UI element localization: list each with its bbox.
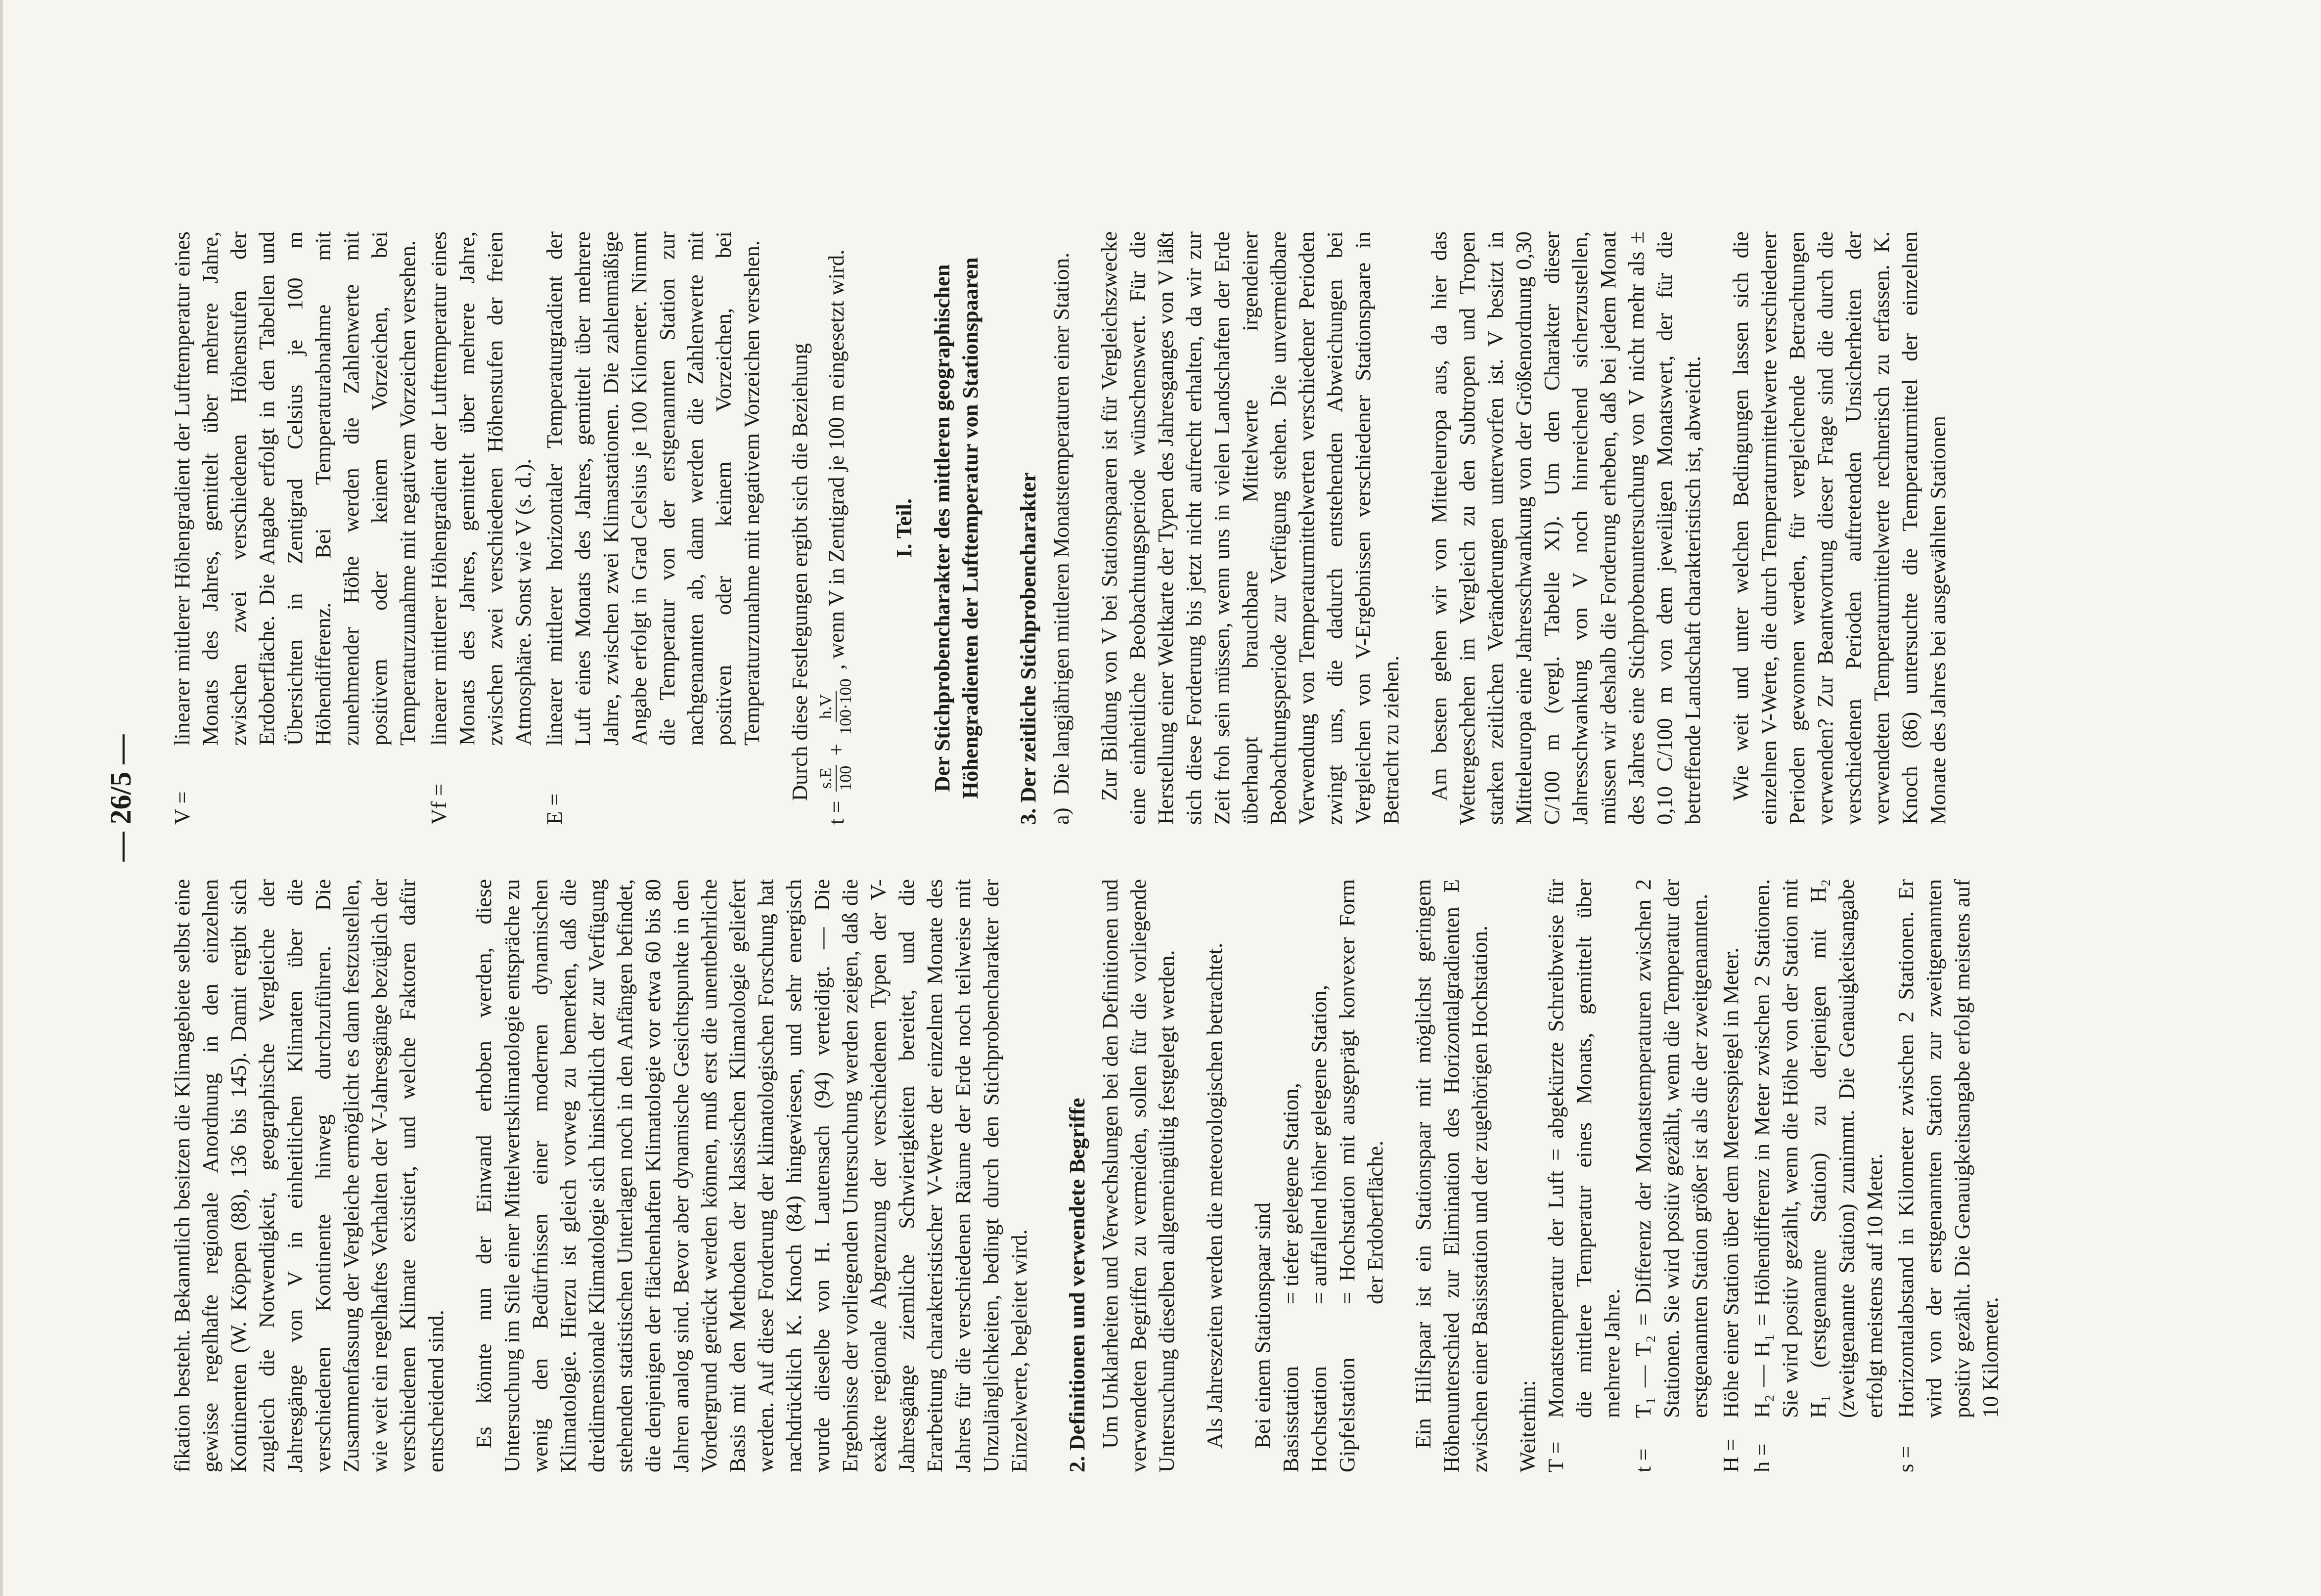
formula-fraction — [817, 765, 855, 792]
definition-symbol: T = — [1543, 1441, 1568, 1472]
formula-plus: + — [823, 743, 848, 756]
paragraph: Um Unklarheiten und Verwechslungen bei den Definitionen und verwendeten Begriffen zu vermeiden, sollen für die vorliegende Untersuchung dieselben allgemeingültig festgelegt werden. — [1098, 879, 1179, 1472]
definition-symbol: h = — [1749, 1443, 1774, 1472]
definition-text: Höhe einer Station über dem Meeresspiegel in Meter. — [1718, 947, 1743, 1418]
section-heading: 3. Der zeitliche Stichprobencharakter — [1016, 472, 1040, 825]
part-subtitle: Der Stichprobencharakter des mittleren geographischen Höhengradienten der Lufttemperatur von Stationspaaren — [930, 257, 982, 799]
formula-fraction — [817, 678, 855, 734]
fraction-denominator: 100 — [837, 765, 855, 791]
paragraph: Wie weit und unter welchen Bedingungen lassen sich die einzelnen V-Werte, die durch Temperaturmittelwerte verschiedener Perioden gewonnen werden, für vergleichende Betrachtungen verwenden? Zur Beantwortung dieser Frage sind die durch die verschiedenen Perioden auftretenden Unsicherheiten der verwendeten Temperaturmittelwerte rechnerisch zu erfassen. K. Knoch (86) untersuchte die Temperaturmittel der einzelnen Monate des Jahres bei ausgewählten Stationen — [1728, 231, 1950, 825]
fraction-numerator: h.V — [817, 691, 837, 722]
definition-entry — [1542, 879, 1626, 1472]
station-definition — [1333, 879, 1389, 1472]
definition-entry — [1717, 879, 1745, 1472]
definition-symbol: V = — [170, 791, 194, 825]
definition-entry — [168, 231, 422, 825]
paragraph: Als Jahreszeiten werden die meteorologischen betrachtet. — [1202, 942, 1227, 1449]
definition-text: Horizontalabstand in Kilometer zwischen 2 Stationen. Er wird von der erstgenannten Station zur zweitgenannten positiv gezählt. Die Genauigkeitsangabe erfolgt meistens auf 10 Kilometer. — [1893, 879, 2003, 1418]
definition-symbol: s = — [1893, 1446, 1918, 1472]
definition-symbol: H = — [1718, 1438, 1743, 1472]
station-def: = tiefer gelegene Station, — [1278, 1083, 1303, 1304]
station-term: Gipfelstation — [1335, 1357, 1359, 1472]
list-label: a) — [1049, 807, 1073, 825]
station-def: = auffallend höher gelegene Station, — [1306, 985, 1331, 1304]
paragraph: fikation besteht. Bekanntlich besitzen die Klimagebiete selbst eine gewisse regelhafte regionale Anordnung in den einzelnen Kontinenten (W. Köppen (88), 136 bis 145). Damit ergibt sich zugleich die Notwendigkeit, geographische Vergleiche der Jahresgänge von V in einheitlichen Klimaten über die verschiedenen Kontinente hinweg durchzuführen. Die Zusammenfassung der Vergleiche ermöglicht es dann festzustellen, wie weit ein regelhaftes Verhalten der V-Jahresgänge bezüglich der verschiedenen Klimate existiert, und welche Faktoren dafür entscheidend sind. — [170, 879, 448, 1472]
definition-text: linearer mittlerer horizontaler Temperaturgradient der Luft eines Monats des Jahres, gemittelt über mehrere Jahre, zwischen zwei Klimastationen. Die zahlenmäßige Angabe erfolgt in Grad Celsius je 100 Kilometer. Nimmt die Temperatur von der erstgenannten Station zur nachgenannten ab, dann werden die Zahlenwerte mit positiven oder keinem Vorzeichen, bei Temperaturzunahme mit negativem Vorzeichen versehen. — [542, 231, 764, 746]
definition-entry — [1748, 879, 1889, 1472]
paragraph: Bei einem Stationspaar sind — [1250, 1202, 1275, 1449]
station-term: Basisstation — [1278, 1366, 1303, 1472]
paragraph: Es könnte nun der Einwand erhoben werden, diese Untersuchung im Stile einer Mittelwertsklimatologie entspräche zu wenig den Bedürfnissen einer modernen dynamischen Klimatologie. Hierzu ist gleich vorweg zu bemerken, daß die dreidimensionale Klimatologie sich hinsichtlich der zur Verfügung stehenden statistischen Unterlagen noch in den Anfängen befindet, die denjenigen der flächenhaften Klimatologie vor etwa 60 bis 80 Jahren analog sind. Bevor aber dynamische Gesichtspunkte in den Vordergrund gerückt werden können, muß erst die unentbehrliche Basis mit den Methoden der klassischen Klimatologie geliefert werden. Auf diese Forderung der klimatologischen Forschung hat nachdrücklich K. Knoch (84) hingewiesen, und sehr energisch wurde dieselbe von H. Lautensach (94) verteidigt. — Die Ergebnisse der vorliegenden Untersuchung werden zeigen, daß die exakte regionale Abgrenzung der verschiedenen Typen der V-Jahresgänge ziemliche Schwierigkeiten bereitet, und die Erarbeitung charakteristischer V-Werte der einzelnen Monate des Jahres für die verschiedenen Räume der Erde noch teilweise mit Unzulänglichkeiten, bedingt durch den Stichprobencharakter der Einzelwerte, begleitet wird. — [471, 879, 1031, 1472]
list-item — [1047, 231, 1075, 825]
left-column — [168, 879, 2008, 1472]
definition-entry — [425, 231, 537, 825]
definition-text: Monatstemperatur der Luft = abgekürzte Schreibweise für die mittlere Temperatur eines Monats, gemittelt über mehrere Jahre. — [1543, 879, 1624, 1418]
definition-entry — [1892, 879, 2005, 1472]
station-definition — [1305, 879, 1333, 1472]
definition-symbol: Vf = — [426, 783, 451, 825]
definition-text: linearer mittlerer Höhengradient der Lufttemperatur eines Monats des Jahres, gemittelt über mehrere Jahre, zwischen zwei verschiedenen Höhenstufen der Erdoberfläche. Die Angabe erfolgt in den Tabellen und Übersichten in Zentigrad Celsius je 100 m Höhendifferenz. Bei Temperaturabnahme mit zunehmender Höhe werden die Zahlenwerte mit positivem oder keinem Vorzeichen, bei Temperaturzunahme mit negativem Vorzeichen versehen. — [170, 231, 420, 746]
list-text: Die langjährigen mittleren Monatstemperaturen einer Station. — [1049, 252, 1073, 795]
definition-text: linearer mittlerer Höhengradient der Lufttemperatur eines Monats des Jahres, gemittelt über mehrere Jahre, zwischen zwei verschiedenen Höhenstufen der freien Atmosphäre. Sonst wie V (s. d.). — [426, 231, 536, 746]
weiterhin-label: Weiterhin: — [1515, 1380, 1540, 1472]
station-definition — [1277, 879, 1305, 1472]
page-number: — 26/5 — — [104, 734, 137, 862]
formula — [817, 231, 855, 825]
station-term: Hochstation — [1306, 1366, 1331, 1472]
fraction-denominator: 100·100 — [837, 678, 855, 735]
paragraph: Durch diese Festlegungen ergibt sich die Beziehung — [787, 343, 812, 801]
definition-text: H₂ — H₁ = Höhendifferenz in Meter zwischen 2 Stationen. Sie wird positiv gezählt, wenn die Höhe von der Station mit H₁ (erstgenannte Station) zu derjenigen mit H₂ (zweitgenannte Station) zunimmt. Die Genauigkeitsangabe erfolgt meistens auf 10 Meter. — [1749, 879, 1887, 1418]
definition-symbol: t = — [1631, 1448, 1655, 1472]
paragraph: Am besten gehen wir von Mitteleuropa aus, da hier das Wettergeschehen im Vergleich zu den Subtropen und Tropen starken zeitlichen Veränderungen unterworfen ist. V besitzt in Mitteleuropa eine Jahresschwankung von der Größenordnung 0,30 C/100 m (vergl. Tabelle XI). Um den Charakter dieser Jahresschwankung von V noch hinreichend sicherzustellen, müssen wir deshalb die Forderung erheben, daß bei jedem Monat des Jahres eine Stichprobenuntersuchung von V nicht mehr als ± 0,10 C/100 m von dem jeweiligen Monatswert, der für die betreffende Landschaft charakteristisch ist, abweicht. — [1427, 231, 1705, 825]
definition-entry — [540, 231, 766, 825]
part-title: I. Teil. — [892, 498, 916, 558]
formula-tail: , wenn V in Zentigrad je 100 m eingesetzt wird. — [823, 249, 848, 670]
section-heading: 2. Definitionen und verwendete Begriffe — [1065, 1098, 1089, 1472]
paragraph: Zur Bildung von V bei Stationspaaren ist für Vergleichszwecke eine einheitliche Beobachtungsperiode wünschenswert. Für die Herstellung einer Weltkarte der Typen des Jahresganges von V läßt sich diese Forderung bis jetzt nicht aufrecht erhalten, da wir zur Zeit froh sein müssen, wenn uns in vielen Landschaften der Erde überhaupt brauchbare Mittelwerte irgendeiner Beobachtungsperiode zur Verfügung stehen. Die unvermeidbare Verwendung von Temperaturmittelwerten verschiedener Perioden zwingt uns, die dadurch entstehenden Abweichungen bei Vergleichen von V-Ergebnissen verschiedener Stationspaare in Betracht zu ziehen. — [1097, 231, 1403, 825]
definition-text: T₁ — T₂ = Differenz der Monatstemperaturen zwischen 2 Stationen. Sie wird positiv gezählt, wenn die Temperatur der erstgenannten Station größer ist als die der zweitgenannten. — [1631, 879, 1712, 1418]
fraction-numerator: s.E — [817, 765, 837, 792]
station-def: = Hochstation mit ausgeprägt konvexer Form der Erdoberfläche. — [1335, 879, 1387, 1304]
paragraph: Ein Hilfspaar ist ein Stationspaar mit möglichst geringem Höhenunterschied zur Elimination des Horizontalgradienten E zwischen einer Basisstation und der zugehörigen Hochstation. — [1411, 879, 1492, 1472]
definition-symbol: E = — [542, 793, 567, 825]
formula-lhs: t = — [823, 800, 848, 825]
definition-entry — [1629, 879, 1714, 1472]
right-column — [168, 231, 1952, 825]
